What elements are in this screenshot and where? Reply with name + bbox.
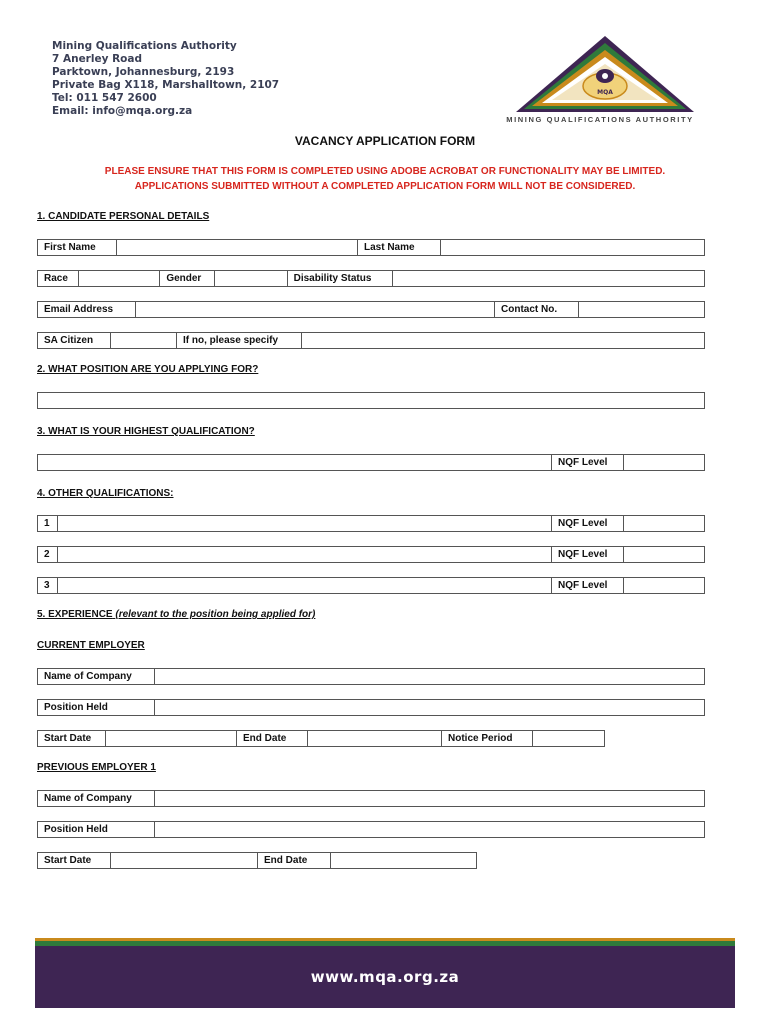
section-experience-heading	[37, 609, 315, 620]
form-title: VACANCY APPLICATION FORM	[294, 134, 476, 148]
row-number: 1	[38, 516, 58, 531]
email-label: Email Address	[38, 302, 136, 317]
if-no-label: If no, please specify	[177, 333, 302, 348]
company-name-field[interactable]	[155, 791, 704, 806]
notice-period-field[interactable]	[533, 731, 604, 746]
end-date-field[interactable]	[331, 853, 476, 868]
nqf-level-label: NQF Level	[552, 547, 624, 562]
position-held-field[interactable]	[155, 822, 704, 837]
notice-period-label: Notice Period	[442, 731, 533, 746]
disability-label: Disability Status	[293, 273, 372, 284]
race-field[interactable]	[79, 271, 161, 286]
first-name-field[interactable]	[117, 240, 358, 255]
logo-badge: MQA	[597, 89, 613, 96]
current-position-row	[37, 699, 705, 716]
last-name-field[interactable]	[441, 240, 704, 255]
section-personal-details-heading: 1. CANDIDATE PERSONAL DETAILS	[37, 211, 210, 222]
previous-position-row	[37, 821, 705, 838]
experience-note: (relevant to the position being applied for)	[115, 609, 316, 620]
row-number: 2	[38, 547, 58, 562]
section-highest-qualification-heading: 3. WHAT IS YOUR HIGHEST QUALIFICATION?	[37, 426, 255, 437]
other-qualification-field[interactable]	[58, 578, 552, 593]
website-link[interactable]: www.mqa.org.za	[310, 968, 460, 986]
position-applied-field[interactable]	[37, 392, 705, 409]
address-block	[52, 40, 279, 118]
email-address: Email: info@mqa.org.za	[52, 105, 193, 117]
highest-qualification-row	[37, 454, 705, 471]
citizenship-row	[37, 332, 705, 349]
logo-caption: MINING QUALIFICATIONS AUTHORITY	[506, 115, 694, 124]
previous-employer-heading: PREVIOUS EMPLOYER 1	[37, 762, 156, 773]
gender-label: Gender	[160, 271, 215, 286]
contact-label: Contact No.	[495, 302, 579, 317]
start-date-label: Start Date	[38, 731, 106, 746]
current-dates-row	[37, 730, 605, 747]
if-no-field[interactable]	[302, 333, 704, 348]
end-date-label: End Date	[237, 731, 308, 746]
sa-citizen-label: SA Citizen	[38, 333, 111, 348]
contact-field[interactable]	[579, 302, 704, 317]
contact-row	[37, 301, 705, 318]
org-name: Mining Qualifications Authority	[52, 40, 237, 52]
gender-field[interactable]	[215, 271, 288, 286]
experience-title: 5. EXPERIENCE	[37, 609, 113, 620]
last-name-label: Last Name	[358, 240, 441, 255]
position-held-label: Position Held	[38, 700, 155, 715]
street-address: 7 Anerley Road	[52, 53, 142, 65]
end-date-label: End Date	[258, 853, 331, 868]
postal-address: Private Bag X118, Marshalltown, 2107	[52, 79, 280, 91]
start-date-field[interactable]	[106, 731, 237, 746]
first-name-label: First Name	[38, 240, 117, 255]
company-name-label: Name of Company	[38, 791, 155, 806]
nqf-level-label: NQF Level	[552, 516, 624, 531]
highest-qualification-field[interactable]	[38, 455, 552, 470]
acrobat-warning: PLEASE ENSURE THAT THIS FORM IS COMPLETED USING ADOBE ACROBAT OR FUNCTIONALITY MAY BE LIMITED.	[104, 166, 666, 177]
name-row	[37, 239, 705, 256]
position-held-label: Position Held	[38, 822, 155, 837]
start-date-field[interactable]	[111, 853, 258, 868]
company-name-field[interactable]	[155, 669, 704, 684]
company-name-label: Name of Company	[38, 669, 155, 684]
other-qualification-row	[37, 577, 705, 594]
section-position-heading: 2. WHAT POSITION ARE YOU APPLYING FOR?	[37, 364, 259, 375]
nqf-level-field[interactable]	[624, 578, 704, 593]
sa-citizen-field[interactable]	[111, 333, 177, 348]
other-qualification-field[interactable]	[58, 547, 552, 562]
telephone: Tel: 011 547 2600	[52, 92, 157, 104]
city-address: Parktown, Johannesburg, 2193	[52, 66, 235, 78]
position-held-field[interactable]	[155, 700, 704, 715]
demographics-row	[37, 270, 393, 287]
section-other-qualifications-heading: 4. OTHER QUALIFICATIONS:	[37, 488, 174, 499]
current-company-row	[37, 668, 705, 685]
row-number: 3	[38, 578, 58, 593]
other-qualification-row	[37, 546, 705, 563]
other-qualification-field[interactable]	[58, 516, 552, 531]
current-employer-heading: CURRENT EMPLOYER	[37, 640, 145, 651]
nqf-level-label: NQF Level	[552, 578, 624, 593]
email-field[interactable]	[136, 302, 495, 317]
previous-dates-row	[37, 852, 477, 869]
end-date-field[interactable]	[308, 731, 442, 746]
previous-company-row	[37, 790, 705, 807]
nqf-level-label: NQF Level	[552, 455, 624, 470]
start-date-label: Start Date	[38, 853, 111, 868]
other-qualification-row	[37, 515, 705, 532]
nqf-level-field[interactable]	[624, 547, 704, 562]
disability-field[interactable]	[392, 270, 705, 287]
submission-warning: APPLICATIONS SUBMITTED WITHOUT A COMPLETED APPLICATION FORM WILL NOT BE CONSIDERED.	[134, 181, 636, 192]
nqf-level-field[interactable]	[624, 516, 704, 531]
race-label: Race	[38, 271, 79, 286]
nqf-level-field[interactable]	[624, 455, 704, 470]
